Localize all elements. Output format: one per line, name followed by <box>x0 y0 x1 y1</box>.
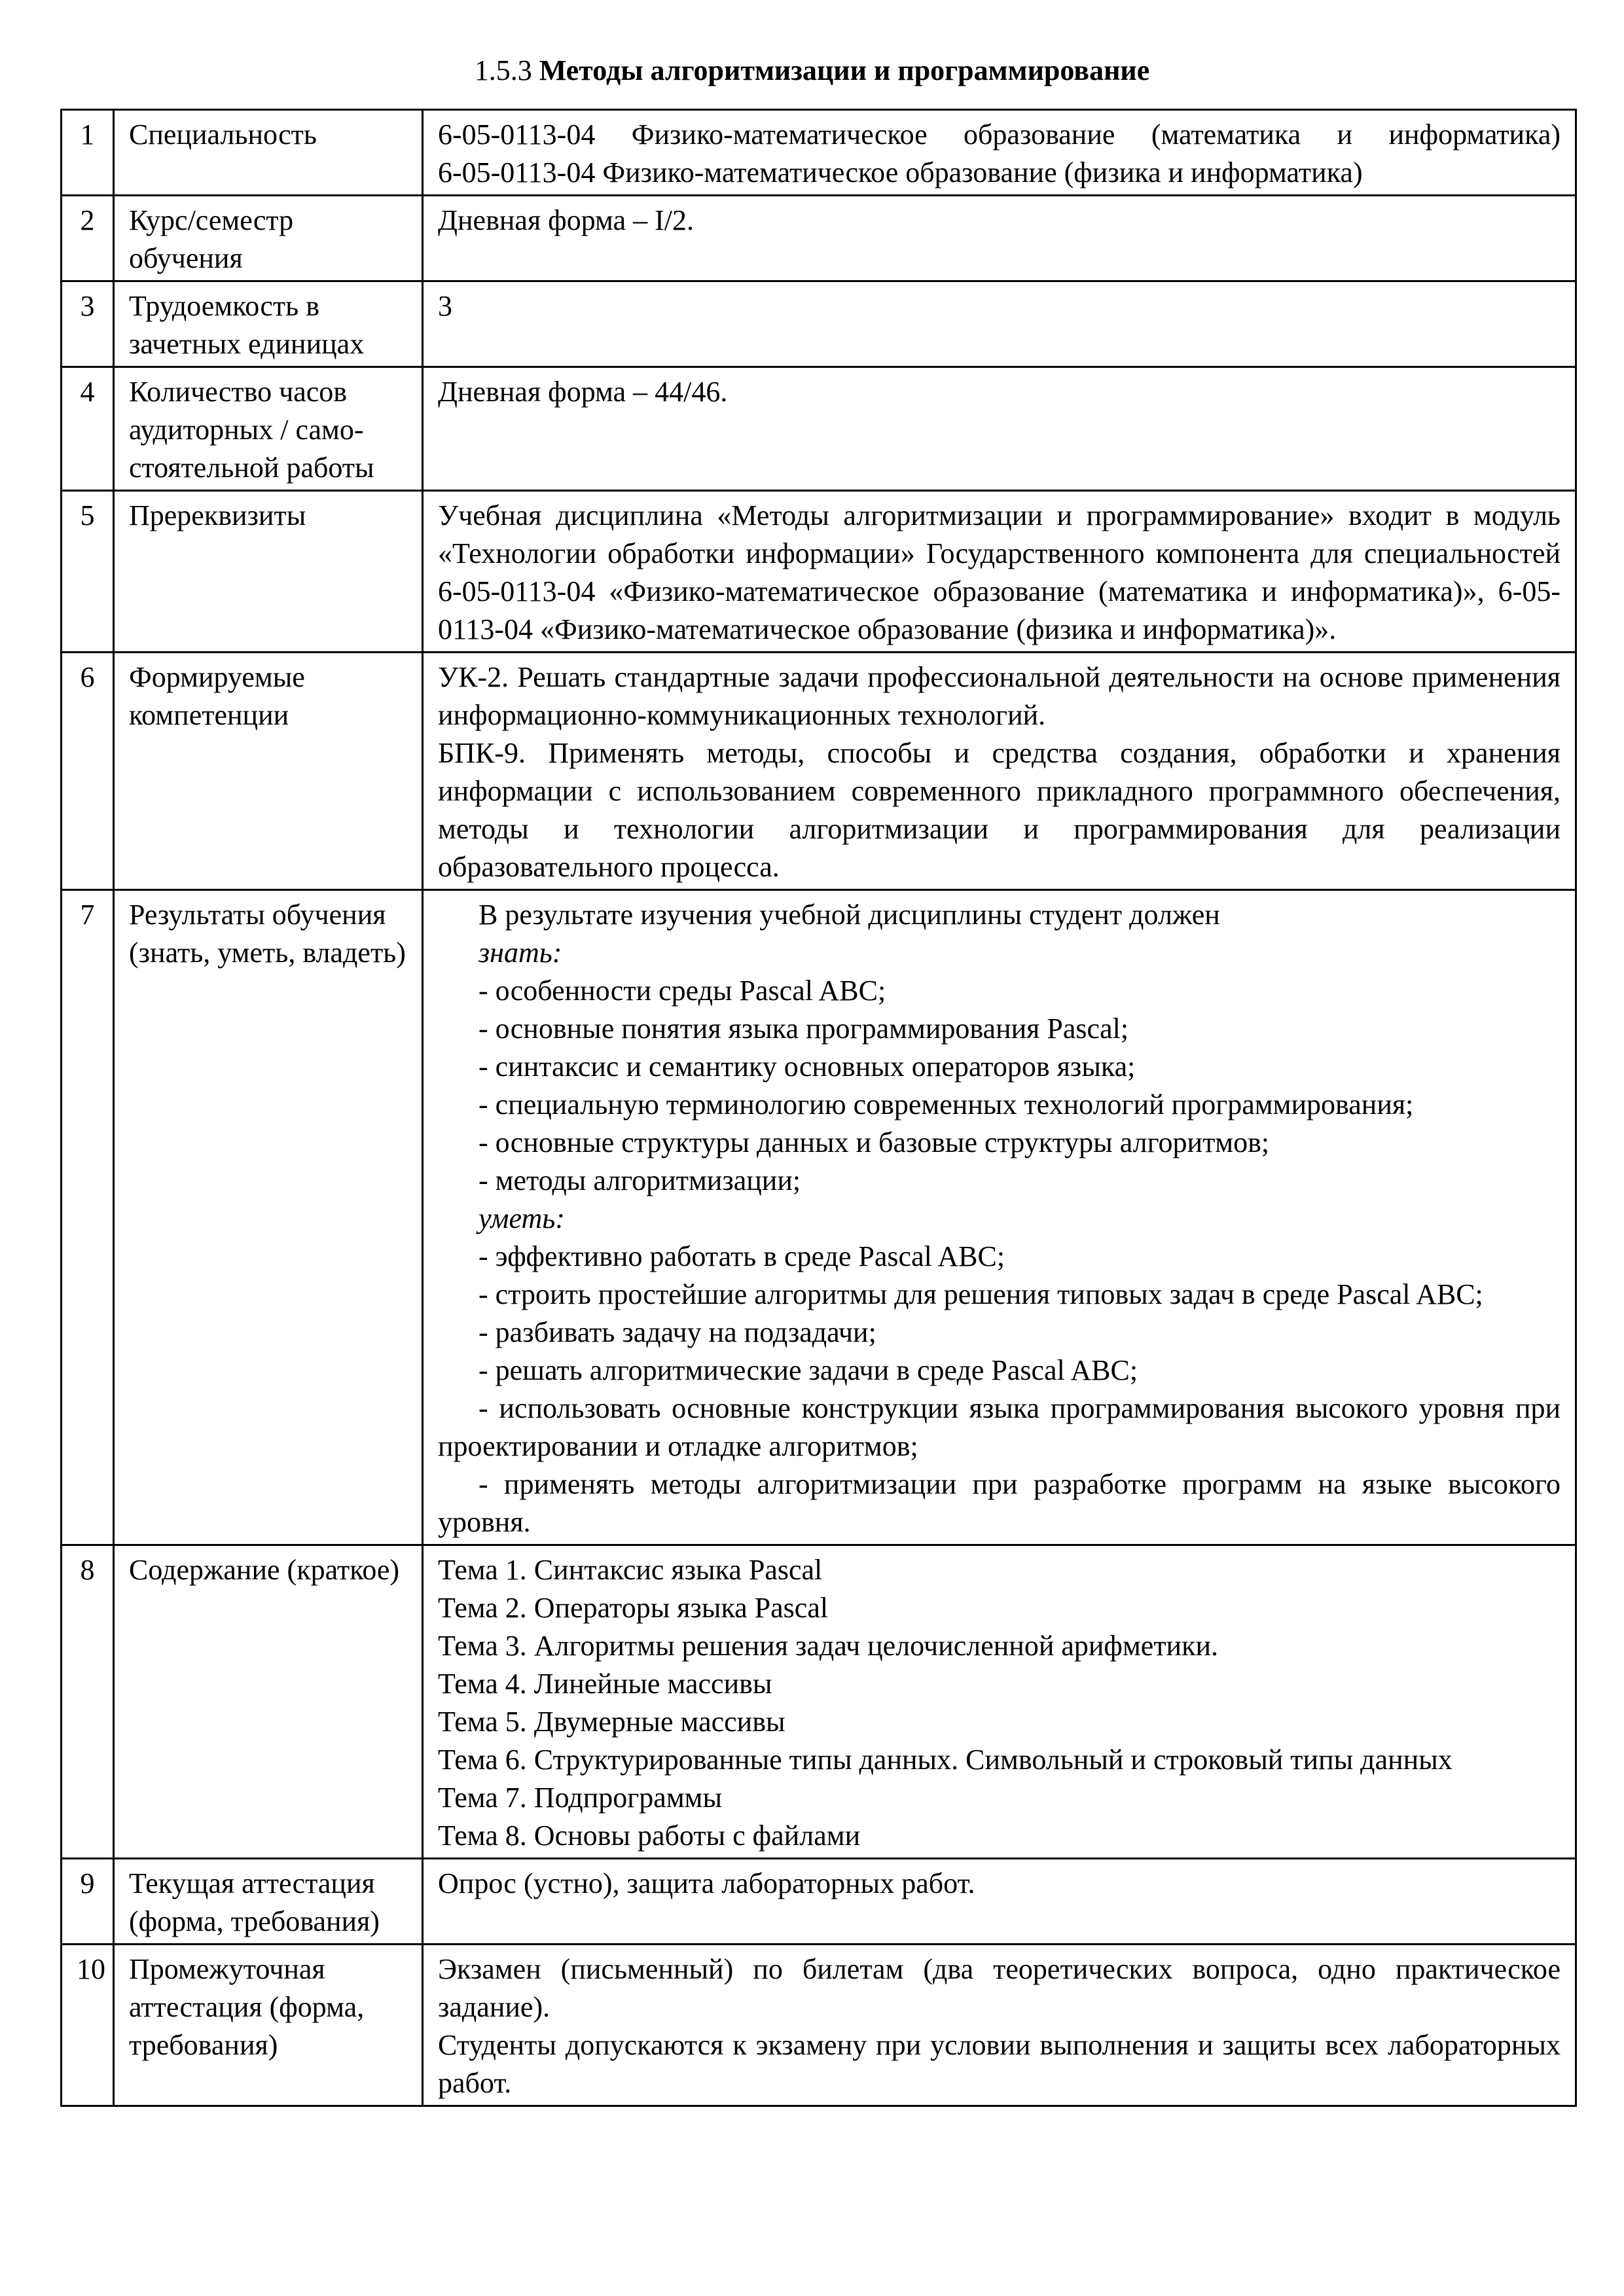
row-value <box>423 653 1576 890</box>
row-number: 6 <box>62 653 114 890</box>
list-item: - синтаксис и семантику основных операторов языка; <box>478 1050 1136 1083</box>
topic-item: Тема 3. Алгоритмы решения задач целочисленной арифметики. <box>438 1630 1219 1662</box>
value-line: 6-05-0113-04 Физико-математическое образование (физика и информатика) <box>438 156 1363 188</box>
table-row-intermediate-assessment <box>62 1945 1576 2106</box>
table-row-learning-outcomes <box>62 890 1576 1545</box>
table-row-prerequisites <box>62 491 1576 653</box>
row-label: Специальность <box>114 110 423 196</box>
row-number: 10 <box>62 1945 114 2106</box>
value-line: УК-2. Решать стандартные задачи профессиональной деятельности на основе применения информационно-коммуникационных технологий. <box>438 661 1561 731</box>
row-value <box>423 1545 1576 1859</box>
list-item: - основные понятия языка программирования Pascal; <box>478 1013 1129 1045</box>
document-title <box>0 51 1624 90</box>
value-line: Дневная форма – 44/46. <box>438 376 728 408</box>
outcomes-intro: В результате изучения учебной дисциплины студент должен <box>478 899 1220 931</box>
list-item: - разбивать задачу на подзадачи; <box>478 1316 876 1348</box>
table-row-course-semester <box>62 196 1576 281</box>
row-value <box>423 196 1576 281</box>
row-label: Промежуточная аттестация (форма, требования) <box>114 1945 423 2106</box>
table-row-current-assessment <box>62 1859 1576 1945</box>
row-number: 7 <box>62 890 114 1545</box>
list-item: - применять методы алгоритмизации при разработке программ на языке высокого уровня. <box>438 1468 1561 1538</box>
value-line: 6-05-0113-04 Физико-математическое образование (математика и информатика) <box>438 118 1561 151</box>
row-number: 9 <box>62 1859 114 1945</box>
row-label: Курс/семестр обучения <box>114 196 423 281</box>
row-label: Формируемые компетенции <box>114 653 423 890</box>
topic-item: Тема 7. Подпрограммы <box>438 1782 723 1814</box>
row-label: Трудоемкость в зачетных единицах <box>114 281 423 367</box>
topic-item: Тема 1. Синтаксис языка Pascal <box>438 1554 823 1586</box>
row-number: 4 <box>62 367 114 491</box>
row-label: Пререквизиты <box>114 491 423 653</box>
list-item: - методы алгоритмизации; <box>478 1164 801 1196</box>
topic-item: Тема 2. Операторы языка Pascal <box>438 1592 829 1624</box>
topic-item: Тема 5. Двумерные массивы <box>438 1706 785 1738</box>
discipline-name: Методы алгоритмизации и программирование <box>539 54 1150 86</box>
list-item: - строить простейшие алгоритмы для решения типовых задач в среде Pascal ABC; <box>478 1278 1483 1310</box>
table-row-hours <box>62 367 1576 491</box>
list-item: - специальную терминологию современных технологий программирования; <box>478 1088 1414 1121</box>
value-line: БПК-9. Применять методы, способы и средства создания, обработки и хранения информации с использованием современного прикладного программного обеспечения, методы и технологии алгоритмизации и программирования для реализации образовательного процесса. <box>438 737 1561 883</box>
row-number: 2 <box>62 196 114 281</box>
row-label: Текущая аттестация (форма, требования) <box>114 1859 423 1945</box>
section-number: 1.5.3 <box>474 54 532 86</box>
row-value <box>423 367 1576 491</box>
value-line: Студенты допускаются к экзамену при условии выполнения и защиты всех лабораторных работ. <box>438 2029 1561 2099</box>
list-item: - использовать основные конструкции языка программирования высокого уровня при проектировании и отладке алгоритмов; <box>438 1392 1561 1462</box>
table-row-content <box>62 1545 1576 1859</box>
row-value <box>423 1945 1576 2106</box>
can-heading: уметь: <box>478 1202 565 1234</box>
value-line: Опрос (устно), защита лабораторных работ. <box>438 1867 975 1899</box>
row-value <box>423 1859 1576 1945</box>
list-item: - основные структуры данных и базовые структуры алгоритмов; <box>478 1126 1270 1158</box>
table-row-speciality <box>62 110 1576 196</box>
row-number: 5 <box>62 491 114 653</box>
row-value <box>423 110 1576 196</box>
row-value <box>423 491 1576 653</box>
value-line: 3 <box>438 290 452 322</box>
value-line: Учебная дисциплина «Методы алгоритмизации и программирование» входит в модуль «Технологии обработки информации» Государственного компонента для специальностей 6-05-0113-04 «Физико-математическое образование (математика и информатика)», 6-05-0113-04 «Физико-математическое образование (физика и информатика)». <box>438 499 1561 645</box>
topic-item: Тема 8. Основы работы с файлами <box>438 1820 861 1852</box>
list-item: - решать алгоритмические задачи в среде Pascal ABC; <box>478 1354 1138 1386</box>
row-value <box>423 890 1576 1545</box>
row-number: 1 <box>62 110 114 196</box>
row-label: Результаты обучения (знать, уметь, владеть) <box>114 890 423 1545</box>
table-row-credits <box>62 281 1576 367</box>
row-value <box>423 281 1576 367</box>
row-number: 8 <box>62 1545 114 1859</box>
row-label: Содержание (краткое) <box>114 1545 423 1859</box>
value-line: Дневная форма – I/2. <box>438 204 694 236</box>
table-row-competences <box>62 653 1576 890</box>
list-item: - особенности среды Pascal ABC; <box>478 975 886 1007</box>
row-number: 3 <box>62 281 114 367</box>
topic-item: Тема 4. Линейные массивы <box>438 1668 772 1700</box>
list-item: - эффективно работать в среде Pascal ABC; <box>478 1240 1005 1272</box>
discipline-table <box>60 109 1577 2107</box>
know-heading: знать: <box>478 937 562 969</box>
topic-item: Тема 6. Структурированные типы данных. Символьный и строковый типы данных <box>438 1744 1453 1776</box>
value-line: Экзамен (письменный) по билетам (два теоретических вопроса, одно практическое задание). <box>438 1953 1561 2023</box>
row-label: Количество часов аудиторных / само-стоятельной работы <box>114 367 423 491</box>
